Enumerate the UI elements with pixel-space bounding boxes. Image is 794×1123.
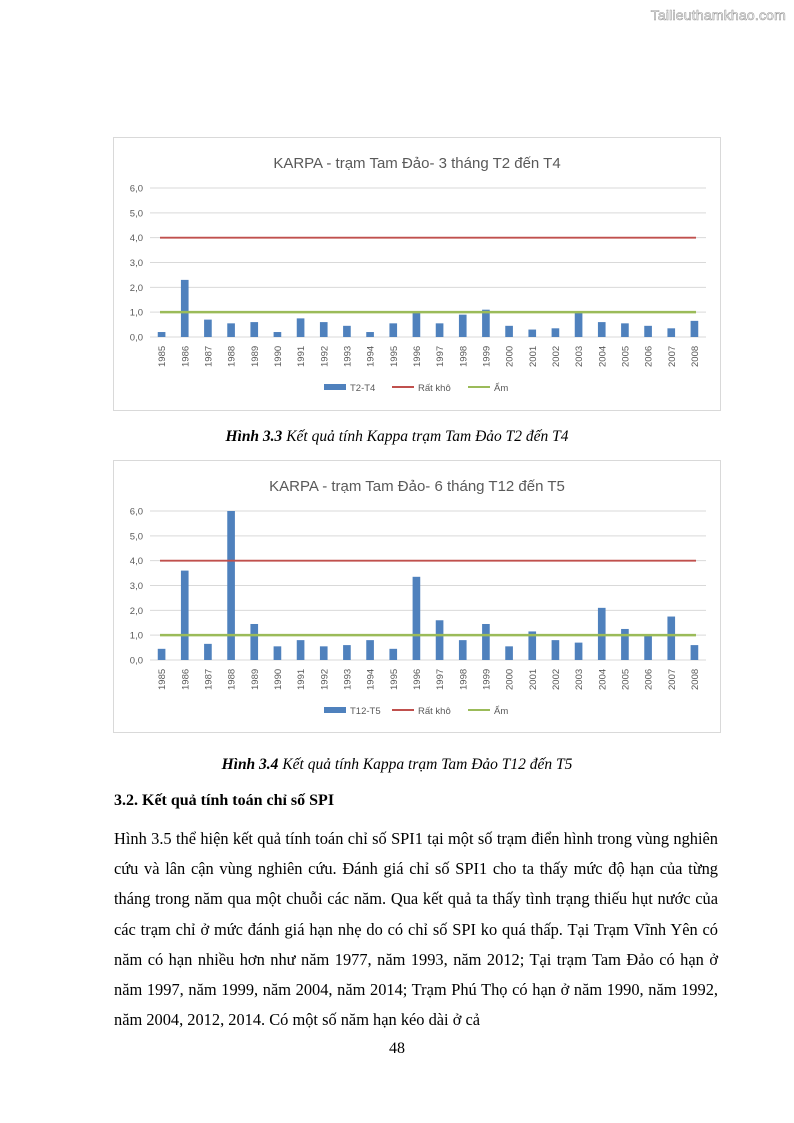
x-tick-label: 2007 — [666, 345, 678, 367]
legend-label: T2-T4 — [350, 383, 376, 394]
x-tick-label: 1986 — [180, 345, 192, 367]
x-tick-label: 1988 — [226, 668, 238, 690]
x-tick-label: 2005 — [620, 668, 632, 690]
x-tick-label: 2008 — [689, 345, 701, 367]
x-tick-label: 2000 — [504, 668, 516, 690]
x-tick-label: 1994 — [365, 668, 377, 690]
bar-2005 — [621, 323, 629, 337]
bar-1987 — [204, 320, 212, 337]
bar-1986 — [181, 571, 189, 660]
x-tick-label: 1993 — [342, 668, 354, 690]
x-tick-label: 2006 — [643, 668, 655, 690]
bar-1995 — [389, 323, 397, 337]
x-tick-label: 1990 — [272, 668, 284, 690]
bar-2003 — [575, 643, 583, 660]
bar-1995 — [389, 649, 397, 660]
x-tick-label: 1991 — [296, 668, 308, 690]
y-tick-label: 5,0 — [129, 531, 143, 543]
y-tick-label: 3,0 — [129, 581, 143, 592]
caption-text: Kết quả tính Kappa trạm Tam Đảo T12 đến T5 — [278, 756, 573, 773]
x-tick-label: 2002 — [550, 345, 562, 367]
watermark: Tailieuthamkhao.com — [650, 7, 786, 23]
legend-label: Ẩm — [494, 383, 509, 394]
x-tick-label: 1999 — [481, 668, 493, 690]
bar-1988 — [227, 511, 235, 660]
bar-2003 — [575, 312, 583, 337]
bar-1998 — [459, 315, 467, 337]
x-tick-label: 1996 — [411, 345, 423, 367]
legend-label: Rất khô — [418, 383, 451, 394]
caption-text: Kết quả tính Kappa trạm Tam Đảo T2 đến T4 — [282, 428, 569, 445]
x-tick-label: 2004 — [597, 668, 609, 690]
bar-1994 — [366, 640, 374, 660]
bar-2007 — [667, 328, 675, 337]
legend-item — [324, 706, 381, 717]
x-tick-label: 2002 — [550, 668, 562, 690]
x-tick-label: 1991 — [296, 345, 308, 367]
legend-item — [468, 382, 508, 394]
chart-title: KARPA - trạm Tam Đảo- 6 tháng T12 đến T5 — [269, 478, 565, 495]
bar-1988 — [227, 323, 235, 337]
x-tick-label: 1989 — [249, 345, 261, 367]
x-tick-label: 1989 — [249, 668, 261, 690]
bar-2006 — [644, 635, 652, 660]
x-tick-label: 1998 — [458, 345, 470, 367]
bar-2005 — [621, 629, 629, 660]
y-tick-label: 2,0 — [129, 605, 143, 617]
bar-1997 — [436, 323, 444, 337]
page-number: 48 — [389, 1040, 405, 1057]
legend-swatch-bar — [324, 384, 346, 390]
bar-1992 — [320, 646, 328, 660]
x-tick-label: 1993 — [342, 345, 354, 367]
bar-1985 — [158, 332, 166, 337]
bar-2002 — [552, 640, 560, 660]
bar-1985 — [158, 649, 166, 660]
x-tick-label: 1995 — [388, 668, 400, 690]
bar-1996 — [413, 312, 421, 337]
caption-label: Hình 3.3 — [225, 428, 283, 445]
y-tick-label: 4,0 — [129, 556, 143, 568]
x-tick-label: 2001 — [527, 345, 539, 367]
bar-1990 — [274, 646, 282, 660]
bar-1997 — [436, 620, 444, 660]
y-tick-label: 6,0 — [129, 506, 143, 518]
x-tick-label: 1994 — [365, 345, 377, 367]
x-tick-label: 2006 — [643, 345, 655, 367]
bar-1987 — [204, 644, 212, 660]
bar-1993 — [343, 326, 351, 337]
x-tick-label: 2007 — [666, 668, 678, 690]
x-tick-label: 1997 — [435, 668, 447, 690]
legend-swatch-bar — [324, 707, 346, 713]
x-tick-label: 2001 — [527, 668, 539, 690]
x-tick-label: 1986 — [180, 668, 192, 690]
x-tick-label: 1992 — [319, 668, 331, 690]
bar-1998 — [459, 640, 467, 660]
x-tick-label: 1985 — [157, 668, 169, 690]
bar-2002 — [552, 328, 560, 337]
bar-2008 — [691, 645, 699, 660]
x-tick-label: 1992 — [319, 345, 331, 367]
y-tick-label: 6,0 — [129, 183, 143, 195]
figure-caption-3-4 — [0, 756, 794, 774]
x-tick-label: 2003 — [574, 668, 586, 690]
bar-1990 — [274, 332, 282, 337]
y-tick-label: 2,0 — [129, 282, 143, 294]
chart-kappa-t12-t5 — [113, 460, 721, 733]
bar-1994 — [366, 332, 374, 337]
y-tick-label: 1,0 — [129, 630, 143, 642]
bar-2008 — [691, 321, 699, 337]
x-tick-label: 1990 — [272, 345, 284, 367]
body-paragraph: Hình 3.5 thể hiện kết quả tính toán chỉ số SPI1 tại một số trạm điển hình trong vùng nghiên cứu và lân cận vùng nghiên cứu. Đánh giá chỉ số SPI1 cho ta thấy mức độ hạn của từng tháng trong năm qua một chuỗi các năm. Qua kết quả ta thấy tình trạng thiếu hụt nước của các trạm chỉ ở mức đánh giá hạn nhẹ do có chỉ số SPI ko quá thấp. Tại Trạm Vĩnh Yên có năm có hạn nhiều hơn như năm 1977, năm 1993, năm 2012; Tại trạm Tam Đảo có hạn ở năm 1997, năm 1999, năm 2004, năm 2014; Trạm Phú Thọ có hạn ở năm 1990, năm 1992, năm 2004, 2012, 2014. Có một số năm hạn kéo dài ở cả — [114, 829, 718, 1030]
x-tick-label: 1999 — [481, 345, 493, 367]
legend-label: T12-T5 — [350, 706, 381, 717]
x-tick-label: 1997 — [435, 345, 447, 367]
x-tick-label: 2000 — [504, 345, 516, 367]
legend-item — [468, 705, 508, 717]
bar-2000 — [505, 326, 513, 337]
x-tick-label: 1987 — [203, 668, 215, 690]
x-tick-label: 2005 — [620, 345, 632, 367]
y-tick-label: 3,0 — [129, 258, 143, 269]
bar-1999 — [482, 624, 490, 660]
chart-svg-2 — [114, 461, 720, 732]
bar-1986 — [181, 280, 189, 337]
x-tick-label: 1996 — [411, 668, 423, 690]
x-tick-label: 1998 — [458, 668, 470, 690]
bar-1993 — [343, 645, 351, 660]
y-tick-label: 4,0 — [129, 233, 143, 245]
bar-2006 — [644, 326, 652, 337]
legend-label: Ẩm — [494, 706, 509, 717]
x-tick-label: 2004 — [597, 345, 609, 367]
caption-label: Hình 3.4 — [221, 756, 279, 773]
x-tick-label: 1985 — [157, 345, 169, 367]
bar-2004 — [598, 322, 606, 337]
bar-1999 — [482, 310, 490, 337]
legend-item — [392, 706, 451, 717]
legend-item — [392, 383, 451, 394]
bar-1992 — [320, 322, 328, 337]
bar-1996 — [413, 577, 421, 660]
bar-1989 — [250, 624, 258, 660]
y-tick-label: 0,0 — [129, 332, 143, 344]
bar-1989 — [250, 322, 258, 337]
y-tick-label: 5,0 — [129, 208, 143, 220]
bar-1991 — [297, 640, 305, 660]
section-heading: 3.2. Kết quả tính toán chỉ số SPI — [114, 792, 335, 809]
bar-2001 — [528, 330, 536, 337]
x-tick-label: 2003 — [574, 345, 586, 367]
figure-caption-3-3 — [0, 428, 794, 446]
y-tick-label: 1,0 — [129, 307, 143, 319]
bar-2000 — [505, 646, 513, 660]
legend-label: Rất khô — [418, 706, 451, 717]
x-tick-label: 1995 — [388, 345, 400, 367]
chart-kappa-t2-t4 — [113, 137, 721, 411]
chart-title: KARPA - trạm Tam Đảo- 3 tháng T2 đến T4 — [273, 155, 561, 172]
x-tick-label: 2008 — [689, 668, 701, 690]
bar-2007 — [667, 617, 675, 660]
bar-1991 — [297, 318, 305, 337]
chart-svg-1 — [114, 138, 720, 410]
x-tick-label: 1988 — [226, 345, 238, 367]
legend-item — [324, 383, 375, 394]
y-tick-label: 0,0 — [129, 655, 143, 667]
x-tick-label: 1987 — [203, 345, 215, 367]
